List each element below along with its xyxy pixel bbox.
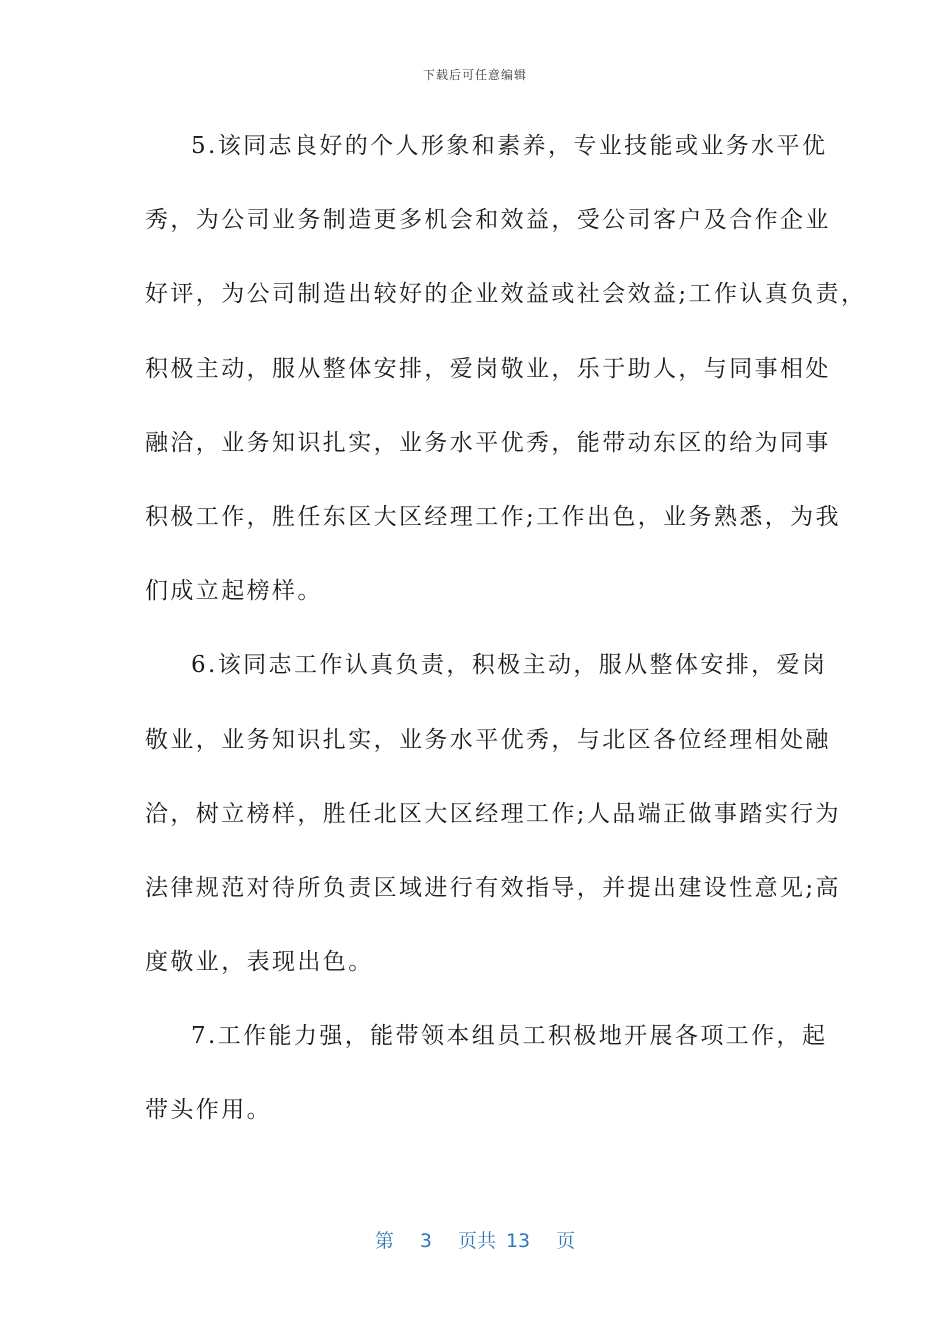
header-note: 下载后可任意编辑 — [422, 68, 527, 82]
footer-prefix: 第 — [374, 1230, 394, 1252]
paragraph-6-line-2: 敬业，业务知识扎实，业务水平优秀，与北区各位经理相处融 — [145, 726, 831, 753]
paragraph-5-line-5: 融洽，业务知识扎实，业务水平优秀，能带动东区的给为同事 — [145, 429, 831, 456]
paragraph-5-line-3: 好评，为公司制造出较好的企业效益或社会效益;工作认真负责， — [145, 281, 867, 308]
footer-suffix: 页 — [556, 1230, 576, 1252]
footer-middle: 页共 — [457, 1230, 496, 1252]
paragraph-7-line-1: 7.工作能力强，能带领本组员工积极地开展各项工作，起 — [191, 1023, 828, 1050]
paragraph-6-line-4: 法律规范对待所负责区域进行有效指导，并提出建设性意见;高 — [145, 874, 841, 901]
paragraph-7-line-2: 带头作用。 — [145, 1097, 272, 1124]
paragraph-5-line-7: 们成立起榜样。 — [145, 578, 323, 605]
paragraph-6-line-5: 度敬业，表现出色。 — [145, 949, 374, 976]
paragraph-5-line-4: 积极主动，服从整体安排，爱岗敬业，乐于助人，与同事相处 — [145, 355, 831, 382]
current-page-number: 3 — [419, 1230, 432, 1252]
paragraph-6-line-1: 6.该同志工作认真负责，积极主动，服从整体安排，爱岗 — [191, 652, 828, 679]
paragraph-5-line-2: 秀，为公司业务制造更多机会和效益，受公司客户及合作企业 — [145, 207, 831, 234]
paragraph-5-line-6: 积极工作，胜任东区大区经理工作;工作出色，业务熟悉，为我 — [145, 503, 841, 530]
document-body — [145, 130, 867, 1169]
page-footer — [0, 1226, 950, 1253]
paragraph-5-line-1: 5.该同志良好的个人形象和素养，专业技能或业务水平优 — [191, 133, 828, 159]
paragraph-6-line-3: 洽，树立榜样，胜任北区大区经理工作;人品端正做事踏实行为 — [145, 800, 841, 827]
total-pages-number: 13 — [505, 1230, 531, 1252]
